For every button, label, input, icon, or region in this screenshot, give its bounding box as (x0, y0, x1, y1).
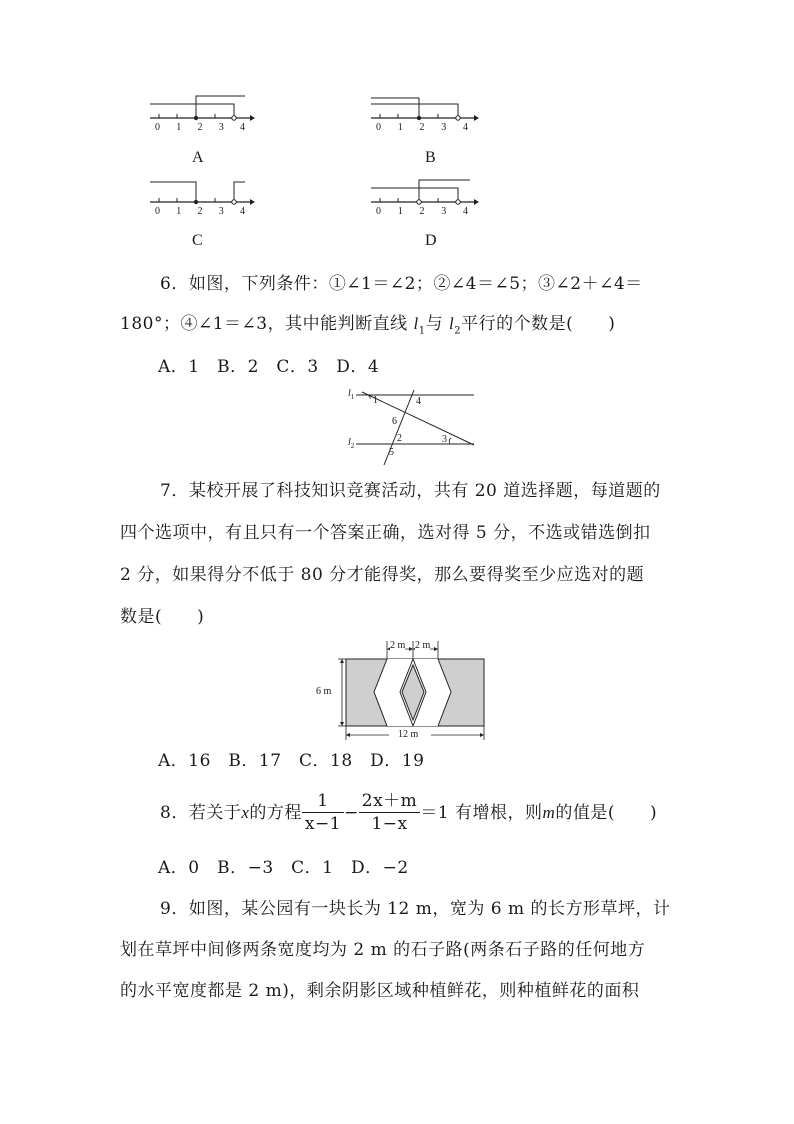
q6-line-2 (120, 313, 615, 342)
var-l: l (449, 314, 455, 333)
q8-text: ＝1 有增根，则 (420, 802, 543, 823)
tick-label: 1 (176, 206, 182, 217)
tick-label: 0 (155, 206, 160, 217)
fraction-numerator: 2x＋m (359, 790, 421, 813)
tick-label: 4 (240, 206, 245, 217)
var-l: l (413, 314, 419, 333)
q8-text: 的方程 (249, 802, 302, 823)
angle-label-6: 6 (392, 416, 397, 427)
q9-line-3: 的水平宽度都是 2 m)，剩余阴影区域种植鲜花，则种植鲜花的面积 (120, 981, 640, 1001)
tick-label: 0 (155, 122, 160, 133)
angle-label-5: 5 (389, 447, 394, 458)
q8-text: 的值是( ) (555, 802, 658, 823)
fraction-1 (302, 790, 344, 835)
tick-label: 0 (376, 206, 381, 217)
q6-text: 平行的个数是( ) (461, 314, 616, 334)
subscript: 1 (418, 325, 426, 337)
tick-label: 4 (240, 122, 245, 133)
q7-line-1: 7．某校开展了科技知识竞赛活动，共有 20 道选择题，每道题的 (160, 481, 661, 501)
dim-left: 6 m (316, 686, 332, 697)
q7-figure (316, 637, 488, 741)
tick-label: 2 (419, 206, 425, 217)
angle-label-3: 3 (442, 434, 447, 445)
dim-top-right: 2 m (415, 640, 431, 651)
tick-label: 1 (176, 122, 182, 133)
minus-sign: − (344, 802, 359, 823)
q6-figure (340, 385, 480, 470)
q8-line (160, 790, 657, 835)
option-label-d: D (425, 232, 437, 249)
number-line-d (366, 176, 481, 226)
number-line-a (145, 92, 255, 142)
dim-top-left: 2 m (390, 640, 406, 651)
tick-label: 0 (376, 122, 381, 133)
q7-line-2: 四个选项中，有且只有一个答案正确，选对得 5 分，不选或错选倒扣 (120, 523, 651, 543)
tick-label: 3 (218, 122, 224, 133)
tick-label: 1 (397, 122, 403, 133)
tick-label: 3 (441, 122, 447, 133)
fraction-denominator: 1−x (371, 814, 408, 834)
subscript: 2 (350, 442, 355, 450)
tick-label: 4 (463, 206, 468, 217)
tick-label: 4 (463, 122, 468, 133)
label-l: l (348, 388, 351, 399)
tick-label: 3 (441, 206, 447, 217)
number-line-c (145, 176, 255, 226)
tick-label: 2 (419, 122, 425, 133)
q8-text: 8．若关于 (160, 802, 242, 823)
tick-label: 3 (218, 206, 224, 217)
option-label-a: A (192, 149, 204, 166)
q7-options: A．16 B．17 C．18 D．19 (158, 751, 425, 771)
number-line-b (366, 92, 481, 142)
var-m: m (542, 802, 556, 822)
q9-line-1: 9．如图，某公园有一块长为 12 m，宽为 6 m 的长方形草坪，计 (160, 899, 671, 919)
var-x: x (241, 802, 250, 822)
q9-line-2: 划在草坪中间修两条宽度均为 2 m 的石子路(两条石子路的任何地方 (120, 940, 646, 960)
dim-bottom: 12 m (398, 729, 419, 740)
q6-text: 180°；④∠1＝∠3，其中能判断直线 (120, 314, 414, 334)
fraction-numerator: 1 (302, 790, 344, 813)
angle-label-4: 4 (416, 396, 421, 407)
tick-label: 2 (197, 122, 203, 133)
tick-label: 2 (197, 206, 203, 217)
fraction-denominator: x−1 (304, 814, 342, 834)
q6-text: 与 (425, 314, 449, 334)
label-l: l (348, 437, 351, 448)
subscript: 2 (454, 325, 462, 337)
option-label-b: B (425, 149, 436, 166)
fraction-2 (359, 790, 421, 835)
q8-options: A．0 B．−3 C．1 D．−2 (158, 858, 409, 878)
option-label-c: C (192, 232, 203, 249)
angle-label-2: 2 (397, 433, 402, 444)
q7-line-3: 2 分，如果得分不低于 80 分才能得奖，那么要得奖至少应选对的题 (120, 565, 645, 585)
angle-label-1: 1 (373, 395, 378, 406)
q6-options: A．1 B．2 C．3 D．4 (158, 357, 380, 377)
q6-line-1: 6．如图，下列条件：①∠1＝∠2；②∠4＝∠5；③∠2＋∠4＝ (160, 274, 643, 294)
subscript: 1 (350, 393, 355, 401)
tick-label: 1 (397, 206, 403, 217)
q7-line-4: 数是( ) (120, 607, 205, 627)
